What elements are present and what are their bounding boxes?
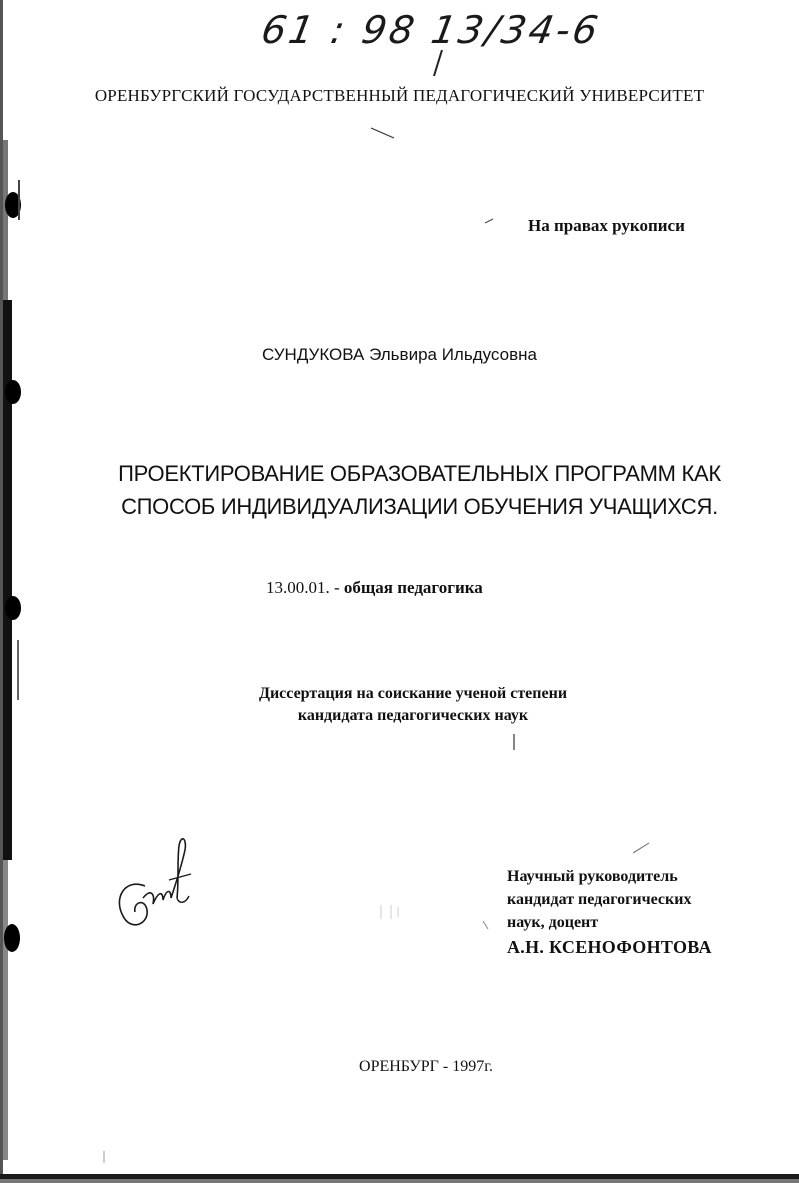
stray-mark (370, 126, 396, 140)
specialty (266, 578, 483, 598)
thesis-title-line: СПОСОБ ИНДИВИДУАЛИЗАЦИИ ОБУЧЕНИЯ УЧАЩИХСЯ. (121, 494, 718, 519)
stray-mark (484, 218, 494, 224)
city-year: ОРЕНБУРГ - 1997г. (359, 1058, 493, 1075)
scan-edge-left (0, 0, 22, 1183)
specialty-name: общая педагогика (343, 578, 483, 597)
scan-edge-bottom (0, 1170, 799, 1183)
supervisor-block (507, 865, 712, 960)
handwritten-signature (105, 828, 205, 938)
dissertation-statement (0, 683, 799, 727)
supervisor-role: Научный руководитель (507, 868, 678, 885)
university-name: ОРЕНБУРГСКИЙ ГОСУДАРСТВЕННЫЙ ПЕДАГОГИЧЕСКИЙ УНИВЕРСИТЕТ (94, 86, 705, 105)
stray-mark (482, 920, 490, 930)
archive-number: 61 : 98 13/34-6 (258, 8, 605, 52)
supervisor-degree: кандидат педагогических (507, 891, 692, 908)
stray-mark (101, 1150, 107, 1164)
stray-mark (512, 733, 516, 751)
thesis-title-line: ПРОЕКТИРОВАНИЕ ОБРАЗОВАТЕЛЬНЫХ ПРОГРАММ КАК (118, 461, 721, 486)
dissertation-line: Диссертация на соискание ученой степени (258, 685, 568, 702)
stray-mark (379, 903, 401, 921)
supervisor-degree: наук, доцент (507, 914, 599, 931)
archive-number-stroke (430, 50, 450, 78)
author-name: СУНДУКОВА Эльвира Ильдусовна (262, 345, 537, 364)
dissertation-line: кандидата педагогических наук (297, 707, 529, 724)
supervisor-name: А.Н. КСЕНОФОНТОВА (507, 937, 712, 957)
manuscript-note: На правах рукописи (528, 216, 685, 235)
specialty-code: 13.00.01. - (266, 578, 340, 597)
thesis-title (0, 457, 799, 523)
stray-mark (632, 842, 650, 854)
